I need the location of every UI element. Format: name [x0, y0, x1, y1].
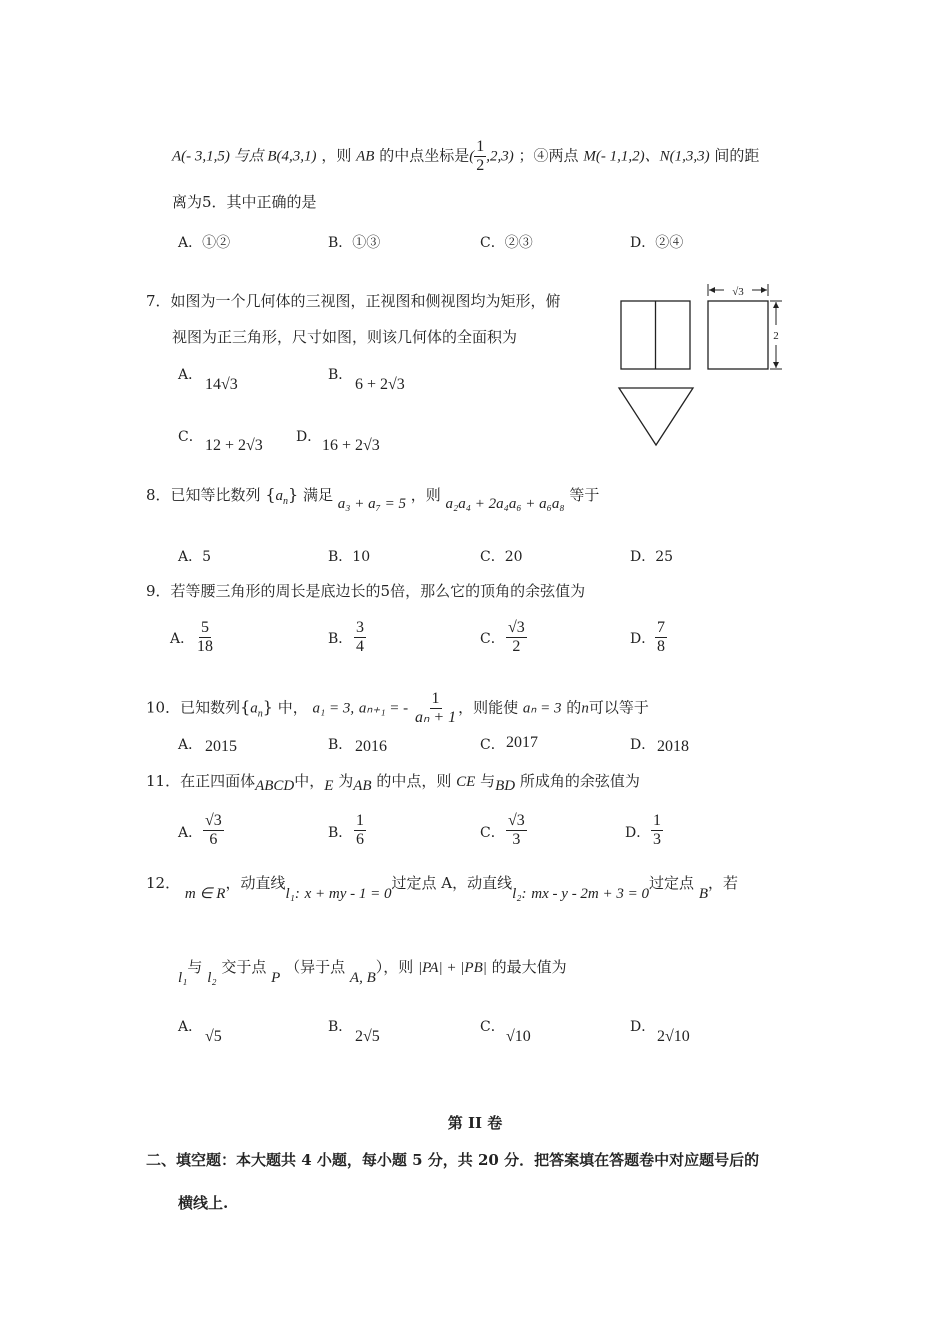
dim-arrow-left — [709, 287, 715, 293]
q7-option-b-letter[interactable]: B． — [328, 367, 353, 383]
q11-abcd: ABCD — [255, 778, 295, 794]
q8-option-b[interactable]: B．10 — [328, 549, 371, 565]
q10-option-b-value: 2016 — [355, 738, 387, 755]
q9-option-d-fraction: $\frac{7}{8}$ — [657, 619, 665, 655]
q6-text: 的中点坐标是 — [379, 146, 470, 165]
q7-option-c-letter[interactable]: C． — [178, 429, 203, 445]
q12-l2: l₂: — [512, 886, 527, 902]
top-view-triangle — [619, 388, 693, 445]
q10-n: n — [581, 700, 589, 717]
q12-t2: 过定点 A，动直线 — [391, 874, 513, 892]
q6-option-c[interactable]: C．②③ — [480, 235, 533, 251]
q12-option-a-letter[interactable]: A． — [178, 1019, 203, 1035]
q11-option-b-fraction: $\frac{1}{6}$ — [356, 812, 364, 848]
q7-option-d-value: 16 + 2√3 — [322, 437, 380, 454]
q12-t3: 过定点 — [649, 874, 695, 892]
q11-bd: BD — [495, 778, 516, 794]
q12-eq2: mx - y - 2m + 3 = 0 — [531, 886, 650, 902]
q9-option-d-letter[interactable]: D． — [630, 631, 656, 647]
q9-option-b-fraction: $\frac{3}{4}$ — [356, 619, 364, 655]
q12-l1: l₁: — [285, 886, 300, 902]
q8-condition: a₃ + a₇ = 5 — [337, 496, 406, 512]
q6-points2: M(- 1,1,2)、N(1,3,3) — [583, 148, 710, 165]
q10-of: 的 — [566, 698, 582, 717]
q12-t9: 的最大值为 — [491, 958, 567, 976]
q12-m-in-r: m ∈ R — [184, 886, 226, 902]
q12-option-d-value: 2√10 — [657, 1028, 690, 1045]
q11-stem — [146, 771, 640, 792]
q8-suffix: 等于 — [569, 486, 600, 504]
q11-suffix: 所成角的余弦值为 — [519, 772, 640, 790]
q12-b: B — [698, 886, 708, 902]
q10-option-d-value: 2018 — [657, 738, 689, 755]
q12-l2b: l₂ — [207, 970, 217, 986]
q11-option-a-letter[interactable]: A． — [178, 825, 203, 841]
q11-ab: AB — [353, 778, 372, 794]
q11-mid3: 的中点，则 — [376, 772, 452, 790]
q7-option-a-letter[interactable]: A． — [178, 367, 203, 383]
q7-option-a-value: 14√3 — [205, 376, 238, 393]
q8-expression: a₂a₄ + 2a₄a₆ + a₆a₈ — [445, 496, 565, 512]
q10-option-c-value: 2017 — [506, 734, 538, 751]
q7-option-b-value: 6 + 2√3 — [355, 376, 405, 393]
q10-option-c-letter[interactable]: C． — [480, 737, 505, 753]
dim-arrow-up — [773, 302, 779, 308]
q9-option-a-letter[interactable]: A． — [170, 631, 195, 647]
dim-arrow-down — [773, 362, 779, 368]
q6-coords: ,2,3) — [486, 148, 514, 165]
q6-option-b[interactable]: B．①③ — [328, 235, 381, 251]
q12-line2 — [178, 957, 567, 986]
q7-option-c-value: 12 + 2√3 — [205, 437, 263, 454]
q10-an3: aₙ = 3 — [522, 700, 562, 717]
q12-t8: ），则 — [375, 958, 414, 976]
q11-option-a-fraction: $\frac{√3}{6}$ — [205, 812, 222, 848]
q12-option-a-value: √5 — [205, 1028, 222, 1045]
dim-arrow-right — [761, 287, 767, 293]
q6-text: ；④两点 — [518, 146, 579, 165]
q10-recurrence: aₙ₊₁ = - — [358, 700, 409, 717]
dim-width-label: √3 — [732, 286, 744, 298]
q8-seq: a — [275, 488, 284, 504]
q12-line1 — [146, 873, 738, 902]
q10-a1: a₁ = 3, — [312, 700, 355, 717]
q9-option-c-letter[interactable]: C． — [480, 631, 505, 647]
q12-t1: ，动直线 — [225, 874, 286, 892]
q8-mid: 满足 — [302, 486, 333, 504]
side-view-rect — [708, 301, 768, 369]
q10-prefix: 10．已知数列 — [146, 698, 241, 717]
q7-option-d-letter[interactable]: D． — [296, 429, 322, 445]
q6-text: ，则 — [321, 146, 352, 165]
q11-mid1: 中， — [294, 772, 325, 790]
q12-option-c-letter[interactable]: C． — [480, 1019, 505, 1035]
q11-option-d-fraction: $\frac{1}{3}$ — [653, 812, 661, 848]
q12-eq1: x + my - 1 = 0 — [304, 886, 392, 902]
q8-stem: 8．已知等比数列 $\{a_n\}$ 满足 a₃ + a₇ = 5 ，则 a₂a₄ + 2a₄a₆ + a₆a₈ 等于 — [146, 485, 600, 512]
q12-p: P — [271, 970, 281, 986]
dim-height-label: 2 — [773, 330, 779, 342]
q12-t4: ，若 — [707, 874, 738, 892]
q9-option-c-fraction: $\frac{√3}{2}$ — [508, 619, 525, 655]
q6-segment: AB — [356, 148, 375, 165]
part2-instruction-line2: 横线上. — [178, 1194, 229, 1212]
q7-line2: 视图为正三角形，尺寸如图，则该几何体的全面积为 — [172, 328, 518, 346]
q11-option-c-letter[interactable]: C． — [480, 825, 505, 841]
q10-stem: 10．已知数列$\{a_n\}$ 中， a₁ = 3, aₙ₊₁ = - $\frac{1}{\text{aₙ + 1}}$ ，则能使 aₙ = 3 的n可以等于 — [146, 690, 649, 726]
q12-option-b-value: 2√5 — [355, 1028, 380, 1045]
q11-prefix: 11．在正四面体 — [146, 772, 256, 790]
q11-mid4: 与 — [480, 772, 496, 790]
q12-t7: （异于点 — [285, 958, 346, 976]
q12-t6: 交于点 — [221, 958, 267, 976]
q7-three-view-figure — [612, 280, 812, 450]
q10-option-a-letter[interactable]: A． — [178, 737, 203, 753]
q11-e: E — [324, 778, 334, 794]
q10-option-b-letter[interactable]: B． — [328, 737, 353, 753]
q11-option-c-fraction: $\frac{√3}{3}$ — [508, 812, 525, 848]
q11-option-d-letter[interactable]: D． — [625, 825, 651, 841]
q8-option-d[interactable]: D．25 — [630, 549, 674, 565]
q6-text: 间的距 — [714, 146, 760, 165]
q10-fraction: $\frac{1}{\text{aₙ + 1}}$ — [414, 690, 457, 726]
q12-t5: 与 — [187, 958, 203, 976]
q9-option-a-fraction: $\frac{5}{18}$ — [197, 619, 213, 655]
q6-points: A(- 3,1,5) 与点 B(4,3,1) — [172, 148, 317, 165]
q10-option-d-letter[interactable]: D． — [630, 737, 656, 753]
q6-option-d[interactable]: D．②④ — [630, 235, 684, 251]
q11-mid2: 为 — [338, 772, 354, 790]
part2-instruction-line1: 二、填空题：本大题共 4 小题，每小题 5 分，共 20 分．把答案填在答题卷中对应题号后的 — [146, 1151, 760, 1169]
q11-option-b-letter[interactable]: B． — [328, 825, 353, 841]
q10-suffix: 可以等于 — [588, 698, 649, 717]
q8-option-c[interactable]: C．20 — [480, 549, 523, 565]
q12-option-b-letter[interactable]: B． — [328, 1019, 353, 1035]
q8-prefix: 8．已知等比数列 — [146, 486, 261, 504]
q12-number: 12． — [146, 874, 181, 892]
q12-l1b: l₁ — [178, 970, 188, 986]
q8-then: ，则 — [410, 486, 441, 504]
q10-mid: 中， — [277, 698, 308, 717]
q12-abs: |PA| + |PB| — [418, 960, 487, 976]
q6-fraction: $\frac{1}{2}$ — [476, 138, 485, 174]
q12-ab: A, B — [349, 970, 376, 986]
q8-seq-sub: n — [283, 496, 289, 507]
q8-option-a[interactable]: A．5 — [178, 549, 212, 565]
q9-option-b-letter[interactable]: B． — [328, 631, 353, 647]
part2-title: 第 II 卷 — [447, 1114, 503, 1132]
q6-option-a[interactable]: A．①② — [178, 235, 231, 251]
q6-line1: A(- 3,1,5) 与点 B(4,3,1) ，则 AB 的中点坐标是( $\frac{1}{2}$ ,2,3) ；④两点 M(- 1,1,2)、N(1,3,3) 间的距 — [172, 138, 760, 174]
q10-then: ，则能使 — [458, 698, 519, 717]
q7-line1: 7．如图为一个几何体的三视图，正视图和侧视图均为矩形，俯 — [146, 292, 561, 310]
q9-stem: 9．若等腰三角形的周长是底边长的5倍，那么它的顶角的余弦值为 — [146, 582, 586, 600]
q6-line2: 离为5．其中正确的是 — [172, 193, 317, 211]
q11-ce: CE — [456, 774, 476, 790]
q10-option-a-value: 2015 — [205, 738, 237, 755]
q12-option-d-letter[interactable]: D． — [630, 1019, 656, 1035]
q12-option-c-value: √10 — [506, 1028, 531, 1045]
